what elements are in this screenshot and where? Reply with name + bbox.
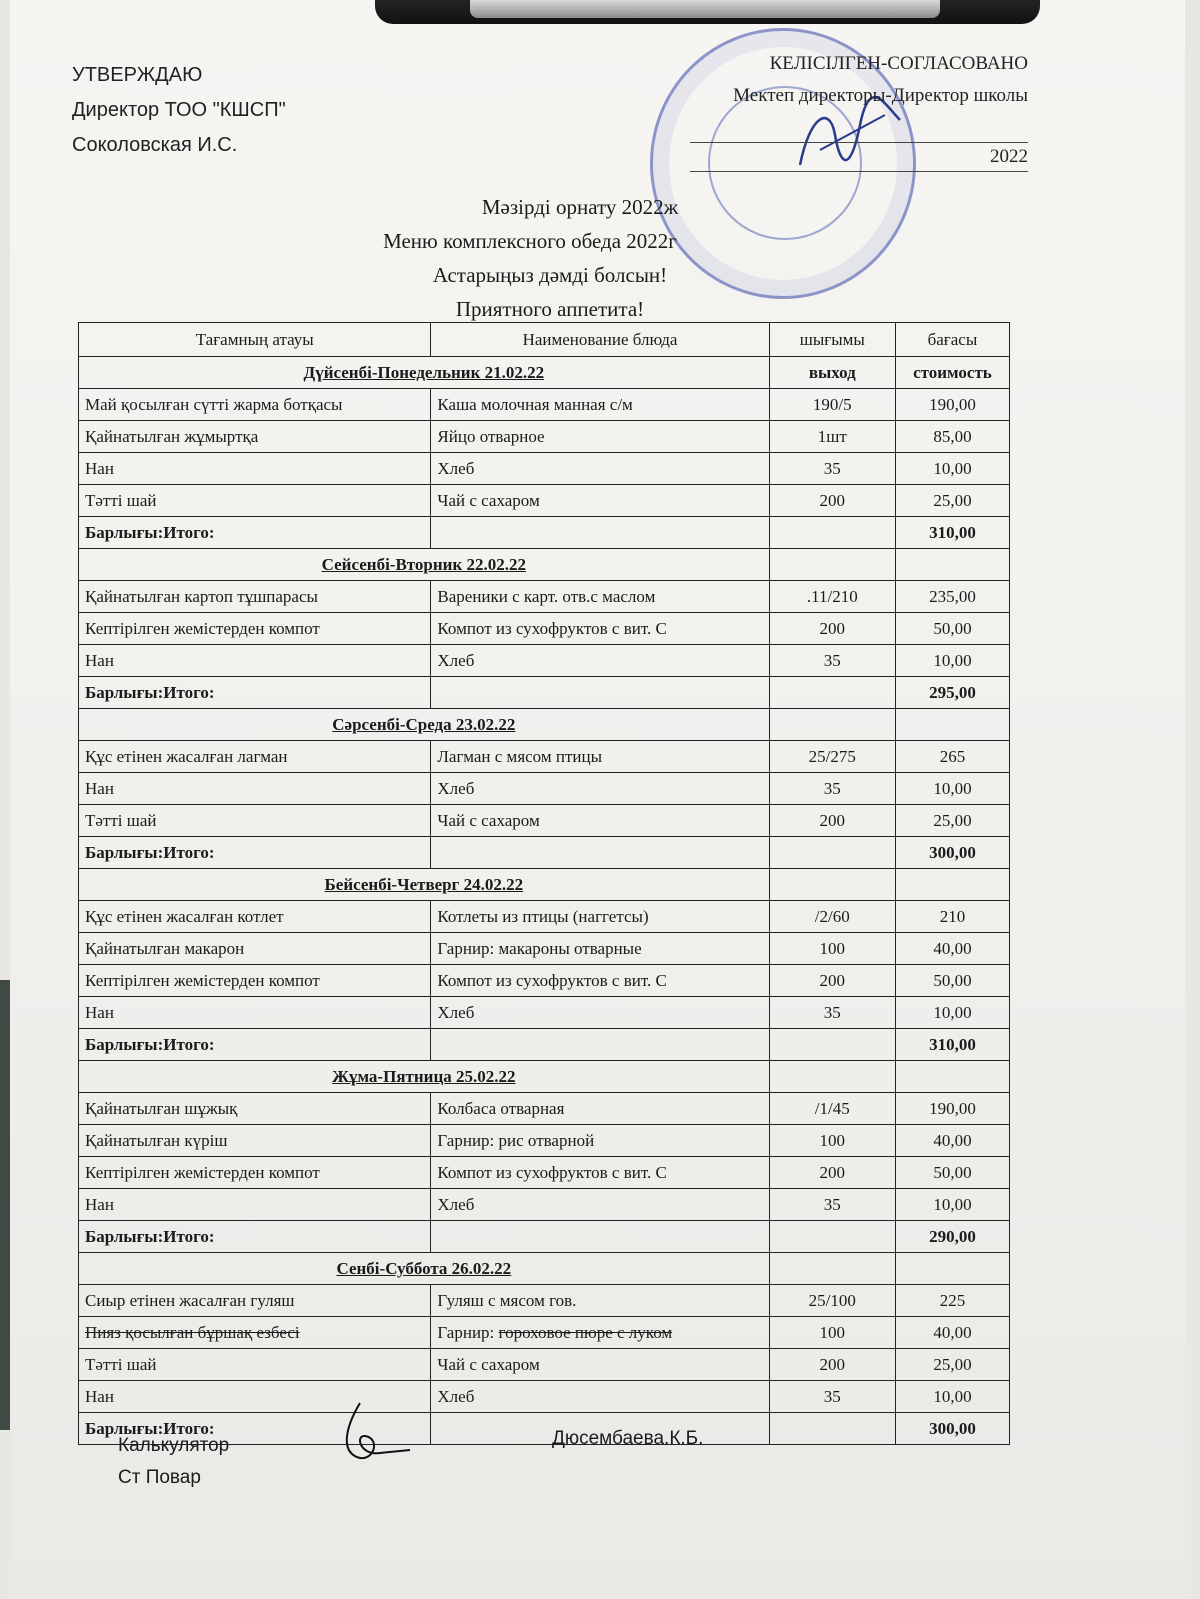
- total-label: Барлығы:Итого:: [79, 677, 431, 709]
- dish-name-kz: Тәтті шай: [79, 1349, 431, 1381]
- table-row: [79, 1349, 1010, 1381]
- dish-price: 10,00: [895, 453, 1009, 485]
- wish-kz: Астарыңыз дәмді болсын!: [432, 263, 668, 287]
- day-header-row: [79, 709, 1010, 741]
- empty-cell: [769, 517, 895, 549]
- table-row: [79, 1285, 1010, 1317]
- empty-cell: [895, 1253, 1009, 1285]
- dish-output: 35: [769, 645, 895, 677]
- footer-block: [118, 1430, 229, 1494]
- table-row: [79, 613, 1010, 645]
- dish-output: 200: [769, 485, 895, 517]
- dish-price: 10,00: [895, 1381, 1009, 1413]
- dish-name-ru: Чай с сахаром: [431, 485, 769, 517]
- empty-cell: [769, 1061, 895, 1093]
- dish-name-kz: Қайнатылған шұжық: [79, 1093, 431, 1125]
- day-name: Сейсенбі-Вторник 22.02.22: [79, 549, 770, 581]
- day-name: Сәрсенбі-Среда 23.02.22: [79, 709, 770, 741]
- dish-price: 40,00: [895, 933, 1009, 965]
- table-row: [79, 1381, 1010, 1413]
- dish-name-kz: Нан: [79, 645, 431, 677]
- dish-name-ru: Котлеты из птицы (наггетсы): [431, 901, 769, 933]
- dish-name-kz: Пияз қосылған бұршақ езбесі: [79, 1317, 431, 1349]
- dish-name-ru: Хлеб: [431, 997, 769, 1029]
- table-row: [79, 581, 1010, 613]
- table-row: [79, 773, 1010, 805]
- empty-cell: [769, 869, 895, 901]
- table-row: [79, 421, 1010, 453]
- clipboard-clip-metal: [470, 0, 940, 18]
- dish-name-ru: Компот из сухофруктов с вит. С: [431, 965, 769, 997]
- signature-line: [690, 112, 1028, 143]
- dish-name-ru: Хлеб: [431, 1189, 769, 1221]
- dish-name-kz: Құс етінен жасалған лагман: [79, 741, 431, 773]
- header-price: бағасы: [895, 323, 1009, 357]
- total-row: [79, 1221, 1010, 1253]
- background-edge: [0, 980, 10, 1430]
- dish-name-kz: Құс етінен жасалған котлет: [79, 901, 431, 933]
- table-header-row: [79, 323, 1010, 357]
- dish-name-kz: Нан: [79, 997, 431, 1029]
- subheader-price: стоимость: [895, 357, 1009, 389]
- agreed-block: [650, 48, 1028, 172]
- day-header-row: [79, 1253, 1010, 1285]
- dish-name-ru: Лагман с мясом птицы: [431, 741, 769, 773]
- wish-ru: Приятного аппетита!: [455, 297, 645, 321]
- table-row: [79, 453, 1010, 485]
- header-output: шығымы: [769, 323, 895, 357]
- table-row: [79, 741, 1010, 773]
- approval-label: УТВЕРЖДАЮ: [72, 64, 203, 86]
- dish-name-kz: Қайнатылған макарон: [79, 933, 431, 965]
- dish-price: 40,00: [895, 1125, 1009, 1157]
- empty-cell: [895, 709, 1009, 741]
- menu-titles: [300, 190, 800, 326]
- dish-name-ru: Каша молочная манная с/м: [431, 389, 769, 421]
- dish-name-ru: Яйцо отварное: [431, 421, 769, 453]
- agreed-year: 2022: [690, 141, 1028, 172]
- empty-cell: [769, 677, 895, 709]
- dish-price: 10,00: [895, 1189, 1009, 1221]
- empty-cell: [769, 1029, 895, 1061]
- total-value: 310,00: [895, 517, 1009, 549]
- agreed-position: Мектеп директоры-Директор школы: [733, 85, 1028, 106]
- empty-cell: [769, 1413, 895, 1445]
- dish-price: 265: [895, 741, 1009, 773]
- dish-price: 10,00: [895, 997, 1009, 1029]
- day-header-row: [79, 549, 1010, 581]
- header-kz: Тағамның атауы: [79, 323, 431, 357]
- total-value: 300,00: [895, 1413, 1009, 1445]
- dish-output: 35: [769, 1189, 895, 1221]
- table-row: [79, 485, 1010, 517]
- dish-name-kz: Нан: [79, 1381, 431, 1413]
- dish-name-kz: Кептірілген жемістерден компот: [79, 613, 431, 645]
- dish-output: 200: [769, 1157, 895, 1189]
- total-label: Барлығы:Итого:: [79, 837, 431, 869]
- table-row: [79, 1093, 1010, 1125]
- dish-name-kz: Тәтті шай: [79, 485, 431, 517]
- empty-cell: [769, 549, 895, 581]
- dish-name-ru: Компот из сухофруктов с вит. С: [431, 613, 769, 645]
- dish-output: 100: [769, 933, 895, 965]
- total-row: [79, 837, 1010, 869]
- total-row: [79, 1029, 1010, 1061]
- dish-output: 200: [769, 613, 895, 645]
- dish-price: 50,00: [895, 1157, 1009, 1189]
- dish-price: 10,00: [895, 773, 1009, 805]
- dish-output: .11/210: [769, 581, 895, 613]
- empty-cell: [769, 1221, 895, 1253]
- dish-name-kz: Тәтті шай: [79, 805, 431, 837]
- dish-name-kz: Қайнатылған күріш: [79, 1125, 431, 1157]
- day-name: Бейсенбі-Четверг 24.02.22: [79, 869, 770, 901]
- table-row: [79, 805, 1010, 837]
- dish-name-ru: Чай с сахаром: [431, 1349, 769, 1381]
- dish-output: 25/275: [769, 741, 895, 773]
- empty-cell: [769, 837, 895, 869]
- day-name: Дүйсенбі-Понедельник 21.02.22: [79, 357, 770, 389]
- dish-price: 25,00: [895, 805, 1009, 837]
- empty-cell: [431, 517, 769, 549]
- total-label: Барлығы:Итого:: [79, 517, 431, 549]
- dish-price: 190,00: [895, 1093, 1009, 1125]
- total-value: 310,00: [895, 1029, 1009, 1061]
- dish-output: /1/45: [769, 1093, 895, 1125]
- dish-name-ru: Хлеб: [431, 453, 769, 485]
- day-header-row: [79, 357, 1010, 389]
- dish-price: 85,00: [895, 421, 1009, 453]
- footer-cook: Ст Повар: [118, 1467, 201, 1488]
- dish-output: 35: [769, 997, 895, 1029]
- day-name: Жұма-Пятница 25.02.22: [79, 1061, 770, 1093]
- dish-name-kz: Кептірілген жемістерден компот: [79, 965, 431, 997]
- dish-output: 190/5: [769, 389, 895, 421]
- menu-table: [78, 322, 1010, 1445]
- dish-price: 50,00: [895, 965, 1009, 997]
- dish-name-ru: Гарнир: рис отварной: [431, 1125, 769, 1157]
- menu-body: [79, 357, 1010, 1445]
- dish-name-kz: Сиыр етінен жасалған гуляш: [79, 1285, 431, 1317]
- total-value: 290,00: [895, 1221, 1009, 1253]
- empty-cell: [431, 1029, 769, 1061]
- table-row: [79, 1317, 1010, 1349]
- dish-name-kz: Нан: [79, 773, 431, 805]
- dish-output: 35: [769, 1381, 895, 1413]
- total-row: [79, 677, 1010, 709]
- dish-price: 25,00: [895, 1349, 1009, 1381]
- header-ru: Наименование блюда: [431, 323, 769, 357]
- total-label: Барлығы:Итого:: [79, 1029, 431, 1061]
- dish-price: 210: [895, 901, 1009, 933]
- dish-name-kz: Май қосылған сүтті жарма ботқасы: [79, 389, 431, 421]
- dish-output: 1шт: [769, 421, 895, 453]
- dish-output: 200: [769, 965, 895, 997]
- dish-output: 200: [769, 1349, 895, 1381]
- dish-output: 100: [769, 1317, 895, 1349]
- dish-price: 25,00: [895, 485, 1009, 517]
- footer-calculator: Калькулятор: [118, 1435, 230, 1456]
- table-row: [79, 645, 1010, 677]
- calculator-signature: [335, 1398, 415, 1468]
- agreed-label: КЕЛІСІЛГЕН-СОГЛАСОВАНО: [769, 53, 1028, 74]
- dish-output: 25/100: [769, 1285, 895, 1317]
- empty-cell: [895, 869, 1009, 901]
- day-header-row: [79, 1061, 1010, 1093]
- table-row: [79, 933, 1010, 965]
- table-row: [79, 1189, 1010, 1221]
- dish-output: 100: [769, 1125, 895, 1157]
- dish-name-ru-prefix: Гарнир:: [437, 1322, 499, 1342]
- dish-name-kz: Нан: [79, 453, 431, 485]
- empty-cell: [769, 1253, 895, 1285]
- dish-output: 35: [769, 773, 895, 805]
- empty-cell: [431, 1221, 769, 1253]
- table-row: [79, 1125, 1010, 1157]
- day-name: Сенбі-Суббота 26.02.22: [79, 1253, 770, 1285]
- dish-price: 50,00: [895, 613, 1009, 645]
- dish-name-ru: Хлеб: [431, 645, 769, 677]
- dish-name-kz: Кептірілген жемістерден компот: [79, 1157, 431, 1189]
- total-row: [79, 517, 1010, 549]
- dish-name-kz: Қайнатылған картоп тұшпарасы: [79, 581, 431, 613]
- title-kz: Мәзірді орнату 2022ж: [481, 195, 679, 219]
- dish-name-ru: [431, 1317, 769, 1349]
- dish-output: 35: [769, 453, 895, 485]
- subheader-output: выход: [769, 357, 895, 389]
- dish-price: 225: [895, 1285, 1009, 1317]
- dish-name-ru: Хлеб: [431, 1381, 769, 1413]
- dish-name-kz: Нан: [79, 1189, 431, 1221]
- dish-name-ru: Гуляш с мясом гов.: [431, 1285, 769, 1317]
- approval-block: [72, 58, 286, 163]
- dish-price: 10,00: [895, 645, 1009, 677]
- table-row: [79, 901, 1010, 933]
- table-row: [79, 1157, 1010, 1189]
- table-row: [79, 389, 1010, 421]
- total-label: Барлығы:Итого:: [79, 1221, 431, 1253]
- dish-name-ru: Гарнир: макароны отварные: [431, 933, 769, 965]
- dish-name-ru: Компот из сухофруктов с вит. С: [431, 1157, 769, 1189]
- title-ru: Меню комплексного обеда 2022г: [383, 229, 677, 253]
- empty-cell: [431, 837, 769, 869]
- approval-name: Соколовская И.С.: [72, 134, 238, 156]
- dish-output: /2/60: [769, 901, 895, 933]
- dish-name-ru: Хлеб: [431, 773, 769, 805]
- table-row: [79, 997, 1010, 1029]
- dish-price: 40,00: [895, 1317, 1009, 1349]
- dish-output: 200: [769, 805, 895, 837]
- total-value: 300,00: [895, 837, 1009, 869]
- day-header-row: [79, 869, 1010, 901]
- total-value: 295,00: [895, 677, 1009, 709]
- dish-name-ru: Колбаса отварная: [431, 1093, 769, 1125]
- dish-name-ru: Вареники с карт. отв.с маслом: [431, 581, 769, 613]
- table-row: [79, 965, 1010, 997]
- dish-price: 190,00: [895, 389, 1009, 421]
- total-label: Барлығы:Итого:: [79, 1413, 431, 1445]
- empty-cell: [431, 677, 769, 709]
- empty-cell: [895, 1061, 1009, 1093]
- approval-position: Директор ТОО "КШСП": [72, 99, 286, 121]
- dish-name-ru: Чай с сахаром: [431, 805, 769, 837]
- empty-cell: [895, 549, 1009, 581]
- dish-name-kz: Қайнатылған жұмыртқа: [79, 421, 431, 453]
- footer-name: Дюсембаева.К.Б.: [552, 1428, 704, 1449]
- dish-price: 235,00: [895, 581, 1009, 613]
- dish-name-ru-struck: гороховое пюре с луком: [498, 1322, 673, 1342]
- empty-cell: [769, 709, 895, 741]
